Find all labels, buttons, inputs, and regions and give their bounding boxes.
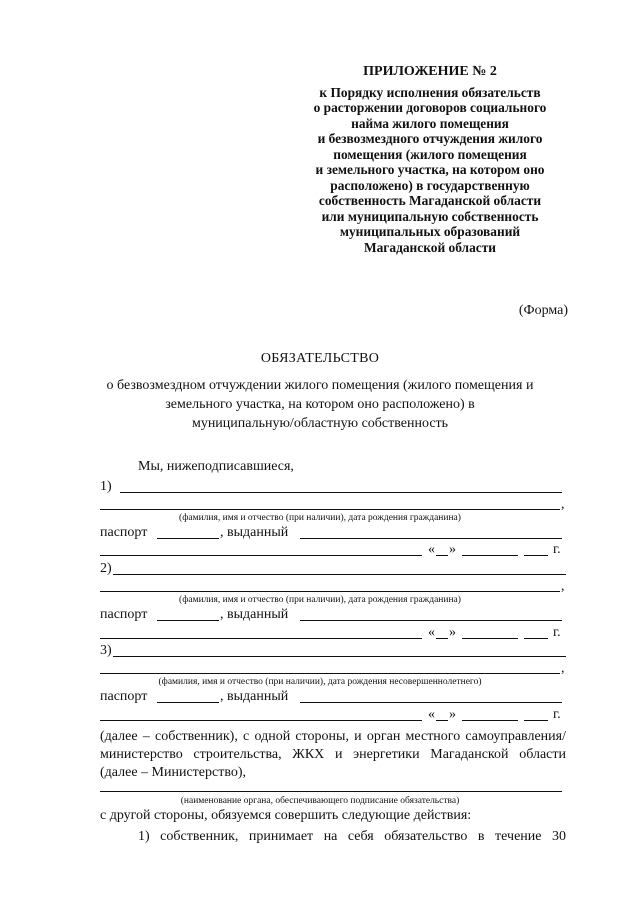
- appendix-line: собственность Магаданской области: [318, 193, 542, 208]
- passport-label: паспорт: [100, 607, 148, 622]
- document-title: ОБЯЗАТЕЛЬСТВО: [260, 351, 380, 366]
- ministry-line: министерство строительства, ЖКХ и энергетики Магаданской области: [100, 747, 566, 762]
- issued-line: [300, 620, 562, 621]
- issuer-line: [100, 720, 422, 721]
- comma: ,: [561, 579, 565, 594]
- month-line: [462, 638, 518, 639]
- date-close: »: [449, 625, 456, 640]
- person-caption: (фамилия, имя и отчество (при наличии), дата рождения гражданина): [179, 513, 461, 523]
- passport-line: [157, 620, 219, 621]
- year-line: [524, 638, 548, 639]
- date-open: «: [428, 707, 435, 722]
- issued-label: , выданный: [220, 689, 289, 704]
- name-line: [100, 673, 560, 674]
- appendix-line: и безвозмездного отчуждения жилого: [317, 131, 543, 146]
- year-suffix: г.: [553, 542, 561, 557]
- name-line: [120, 492, 562, 493]
- issuer-line: [100, 638, 422, 639]
- issuer-line: [100, 555, 422, 556]
- passport-label: паспорт: [100, 525, 148, 540]
- subtitle-line: муниципальную/областную собственность: [191, 416, 449, 431]
- person-caption: (фамилия, имя и отчество (при наличии), дата рождения несовершеннолетнего): [158, 677, 482, 687]
- owner-text: (далее – собственник), с одной стороны, и орган местного самоуправления/: [100, 729, 566, 744]
- other-side-text: с другой стороны, обязуемся совершить следующие действия:: [100, 808, 472, 823]
- date-close: »: [449, 707, 456, 722]
- issued-label: , выданный: [220, 525, 289, 540]
- appendix-line: муниципальных образований: [339, 224, 521, 239]
- subtitle-line: о безвозмездном отчуждении жилого помещения (жилого помещения и: [106, 378, 534, 393]
- date-close: »: [449, 542, 456, 557]
- appendix-title: ПРИЛОЖЕНИЕ № 2: [363, 64, 497, 79]
- year-suffix: г.: [553, 707, 561, 722]
- passport-line: [157, 702, 219, 703]
- person-caption: (фамилия, имя и отчество (при наличии), дата рождения гражданина): [179, 595, 461, 605]
- ministry-end: (далее – Министерство),: [100, 765, 247, 780]
- month-line: [462, 555, 518, 556]
- intro-text: Мы, нижеподписавшиеся,: [138, 459, 294, 474]
- month-line: [462, 720, 518, 721]
- form-label: (Форма): [518, 303, 568, 318]
- date-open: «: [428, 542, 435, 557]
- appendix-line: расположено) в государственную: [330, 177, 530, 193]
- comma: ,: [561, 497, 565, 512]
- passport-label: паспорт: [100, 689, 148, 704]
- appendix-line: найма жилого помещения: [351, 115, 509, 131]
- parties-paragraph: [100, 728, 566, 782]
- name-line: [100, 591, 560, 592]
- person-number: 2): [100, 561, 112, 576]
- passport-line: [157, 538, 219, 539]
- organ-caption: (наименование органа, обеспечивающего подписание обязательства): [180, 796, 460, 806]
- year-line: [524, 555, 548, 556]
- date-open: «: [428, 625, 435, 640]
- day-line: [436, 555, 448, 556]
- appendix-line: или муниципальную собственность: [321, 208, 539, 224]
- appendix-line: и земельного участка, на котором оно: [315, 162, 545, 177]
- appendix-line: к Порядку исполнения обязательств: [319, 84, 541, 100]
- item-1-text: 1) собственник, принимает на себя обязательство в течение 30: [138, 829, 566, 844]
- appendix-line: о расторжении договоров социального: [313, 100, 547, 115]
- day-line: [436, 720, 448, 721]
- appendix-block: [270, 64, 590, 255]
- year-suffix: г.: [553, 625, 561, 640]
- document-subtitle: [80, 376, 560, 433]
- name-line: [100, 509, 560, 510]
- issued-label: , выданный: [220, 607, 289, 622]
- appendix-line: Магаданской области: [363, 239, 497, 255]
- appendix-line: помещения (жилого помещения: [333, 146, 527, 162]
- organ-line: [100, 791, 562, 792]
- subtitle-line: земельного участка, на котором оно расположено) в: [165, 397, 475, 412]
- comma: ,: [561, 661, 565, 676]
- issued-line: [300, 702, 562, 703]
- day-line: [436, 638, 448, 639]
- name-line: [113, 574, 566, 575]
- person-number: 1): [100, 479, 112, 494]
- year-line: [524, 720, 548, 721]
- name-line: [113, 656, 566, 657]
- person-number: 3): [100, 643, 112, 658]
- issued-line: [300, 538, 562, 539]
